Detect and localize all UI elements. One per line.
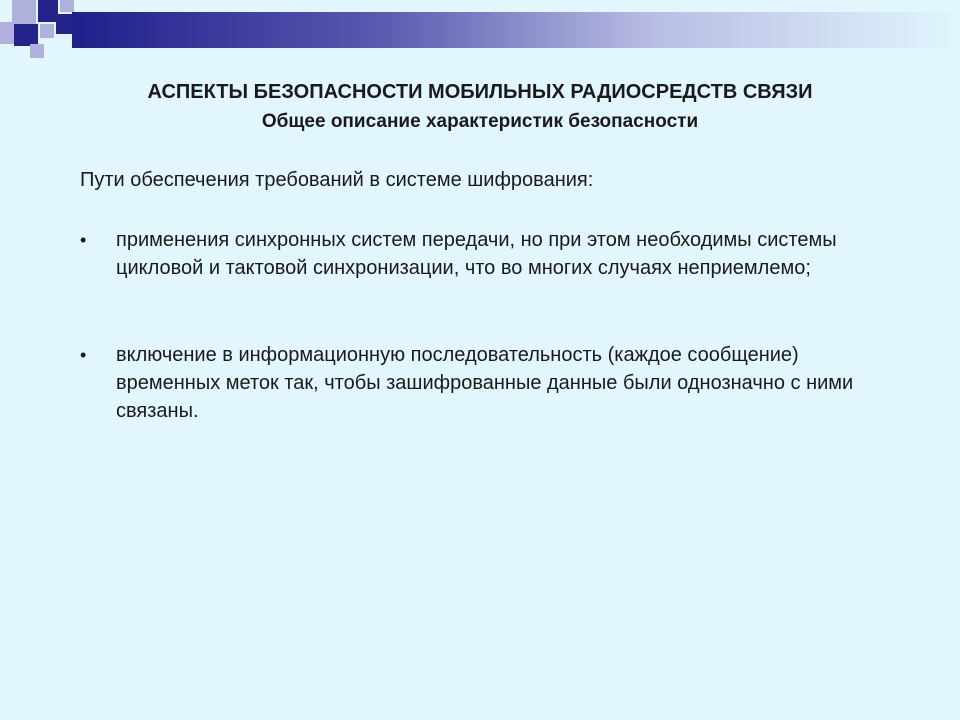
deco-square-7 [56,14,72,34]
bullet-item [80,341,910,431]
deco-square-6 [40,24,54,38]
deco-square-5 [14,24,38,46]
bullet-mark: • [80,230,87,250]
intro-text: Пути обеспечения требований в системе шифрования: [80,169,594,191]
header-gradient-band [72,12,960,48]
slide-subtitle: Общее описание характеристик безопасности [261,111,699,132]
bullet-mark: • [80,345,87,365]
deco-square-1 [12,0,36,24]
deco-square-3 [60,0,74,12]
bullet-text: включение в информационную последовательность (каждое сообщение) временных меток так, чтобы зашифрованные данные были однозначно с ними связаны. [116,344,854,422]
slide-title: АСПЕКТЫ БЕЗОПАСНОСТИ МОБИЛЬНЫХ РАДИОСРЕДСТВ СВЯЗИ [147,81,813,103]
deco-square-8 [30,44,44,58]
deco-square-2 [38,0,58,22]
bullet-text: применения синхронных систем передачи, но при этом необходимы системы цикловой и тактовой синхронизации, что во многих случаях неприемлемо; [116,229,837,279]
bullet-item [80,226,910,316]
